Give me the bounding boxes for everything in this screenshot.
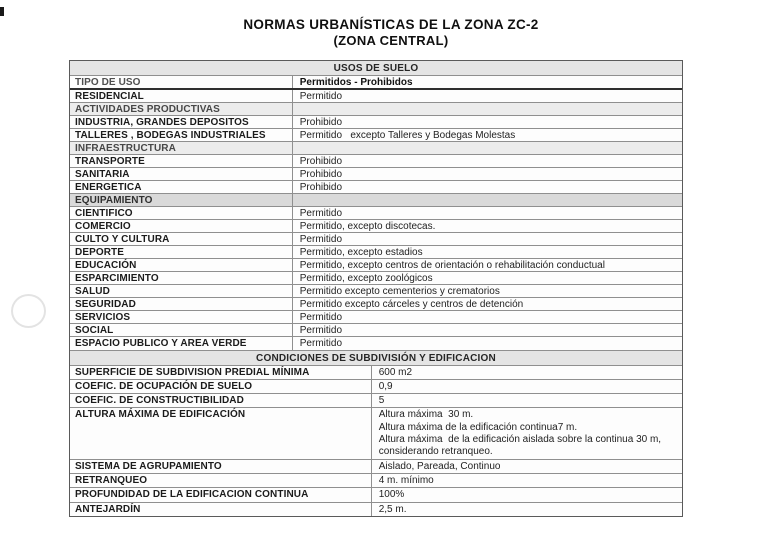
table-row	[70, 233, 682, 246]
use-type-cell: INDUSTRIA, GRANDES DEPOSITOS	[70, 116, 293, 128]
use-type-cell: EQUIPAMIENTO	[70, 194, 293, 206]
permit-status-cell: Permitido	[299, 325, 343, 336]
permit-status-cell: Permitido	[299, 234, 343, 245]
document-title: NORMAS URBANÍSTICAS DE LA ZONA ZC-2	[243, 17, 539, 32]
use-type-cell: SANITARIA	[70, 168, 293, 180]
use-type-cell: TALLERES , BODEGAS INDUSTRIALES	[70, 129, 293, 141]
table-row	[70, 394, 682, 408]
table-row	[70, 76, 682, 90]
permit-status-cell: Permitido, excepto zoológicos	[299, 273, 433, 284]
use-type-cell: TIPO DE USO	[70, 76, 293, 88]
use-type-cell: SOCIAL	[70, 324, 293, 336]
condition-value-cell: 5	[378, 395, 385, 407]
table-row	[70, 408, 682, 459]
usos-rows	[70, 76, 682, 350]
title-block	[84, 17, 698, 49]
table-row	[70, 311, 682, 324]
permit-status-cell: Permitido, excepto estadios	[299, 247, 423, 258]
use-type-cell: ACTIVIDADES PRODUCTIVAS	[70, 103, 293, 115]
use-type-cell: SERVICIOS	[70, 311, 293, 323]
table-row	[70, 460, 682, 474]
table-row	[70, 324, 682, 337]
table-row	[70, 380, 682, 394]
condition-value-cell: Aislado, Pareada, Continuo	[378, 460, 501, 472]
condition-name-cell: ALTURA MÁXIMA DE EDIFICACIÓN	[70, 408, 372, 458]
permit-status-cell: Permitido	[299, 91, 343, 102]
permit-status-cell: Permitido	[299, 208, 343, 219]
use-type-cell: ESPACIO PUBLICO Y AREA VERDE	[70, 337, 293, 350]
condiciones-section-header: CONDICIONES DE SUBDIVISIÓN Y EDIFICACION	[70, 350, 682, 366]
table-row	[70, 181, 682, 194]
table-row	[70, 155, 682, 168]
condition-name-cell: PROFUNDIDAD DE LA EDIFICACION CONTINUA	[70, 488, 372, 501]
use-type-cell: RESIDENCIAL	[70, 90, 293, 102]
condition-name-cell: ANTEJARDÍN	[70, 503, 372, 516]
table-row	[70, 207, 682, 220]
table-row	[70, 142, 682, 155]
table-row	[70, 503, 682, 516]
table-row	[70, 129, 682, 142]
scan-artifact-mark	[0, 7, 4, 16]
condition-value-cell: 600 m2	[378, 366, 413, 378]
table-row	[70, 298, 682, 311]
permit-status-cell: Permitido excepto cementerios y crematorios	[299, 286, 500, 297]
condition-value-cell: 4 m. mínimo	[378, 474, 434, 486]
use-type-cell: COMERCIO	[70, 220, 293, 232]
condition-name-cell: COEFIC. DE OCUPACIÓN DE SUELO	[70, 380, 372, 393]
condition-name-cell: SUPERFICIE DE SUBDIVISION PREDIAL MÍNIMA	[70, 366, 372, 379]
permit-status-cell: Permitido	[299, 312, 343, 323]
use-type-cell: TRANSPORTE	[70, 155, 293, 167]
condiciones-rows	[70, 366, 682, 516]
use-type-cell: SEGURIDAD	[70, 298, 293, 310]
use-type-cell: EDUCACIÓN	[70, 259, 293, 271]
use-type-cell: ESPARCIMIENTO	[70, 272, 293, 284]
punch-hole-mark	[11, 294, 46, 328]
table-row	[70, 259, 682, 272]
norms-table	[69, 60, 683, 517]
condition-value-cell: 2,5 m.	[378, 503, 407, 515]
table-row	[70, 168, 682, 181]
table-row	[70, 488, 682, 502]
permit-status-cell	[293, 194, 682, 206]
table-row	[70, 285, 682, 298]
permit-status-cell: Permitido, excepto centros de orientación o rehabilitación conductual	[299, 260, 605, 271]
permit-status-cell: Prohibido	[299, 169, 343, 180]
document-subtitle: (ZONA CENTRAL)	[333, 33, 449, 48]
table-row	[70, 474, 682, 488]
use-type-cell: ENERGETICA	[70, 181, 293, 193]
permit-status-cell: Prohibido	[299, 182, 343, 193]
use-type-cell: INFRAESTRUCTURA	[70, 142, 293, 154]
use-type-cell: CULTO Y CULTURA	[70, 233, 293, 245]
permit-status-cell: Prohibido	[299, 117, 343, 128]
permit-status-cell	[293, 103, 682, 115]
condition-value-cell: Altura máxima 30 m. Altura máxima de la edificación continua7 m. Altura máxima de la edificación aislada sobre la continua 30 m, considerando retranqueo.	[378, 409, 662, 458]
permit-status-cell: Permitido excepto Talleres y Bodegas Molestas	[299, 130, 516, 141]
permit-status-cell: Permitidos - Prohibidos	[299, 77, 413, 88]
table-row	[70, 272, 682, 285]
condition-name-cell: COEFIC. DE CONSTRUCTIBILIDAD	[70, 394, 372, 407]
table-row	[70, 116, 682, 129]
condition-name-cell: SISTEMA DE AGRUPAMIENTO	[70, 460, 372, 473]
table-row	[70, 90, 682, 103]
permit-status-cell: Permitido excepto cárceles y centros de detención	[299, 299, 524, 310]
permit-status-cell: Permitido, excepto discotecas.	[299, 221, 436, 232]
condition-value-cell: 100%	[378, 489, 405, 501]
use-type-cell: CIENTIFICO	[70, 207, 293, 219]
table-row	[70, 366, 682, 380]
table-row	[70, 194, 682, 207]
use-type-cell: SALUD	[70, 285, 293, 297]
usos-section-header: USOS DE SUELO	[70, 61, 682, 76]
permit-status-cell: Permitido	[299, 338, 343, 349]
use-type-cell: DEPORTE	[70, 246, 293, 258]
permit-status-cell: Prohibido	[299, 156, 343, 167]
table-row	[70, 220, 682, 233]
table-row	[70, 103, 682, 116]
condition-value-cell: 0,9	[378, 380, 393, 392]
permit-status-cell	[293, 142, 682, 154]
condition-name-cell: RETRANQUEO	[70, 474, 372, 487]
table-row	[70, 246, 682, 259]
table-row	[70, 337, 682, 350]
